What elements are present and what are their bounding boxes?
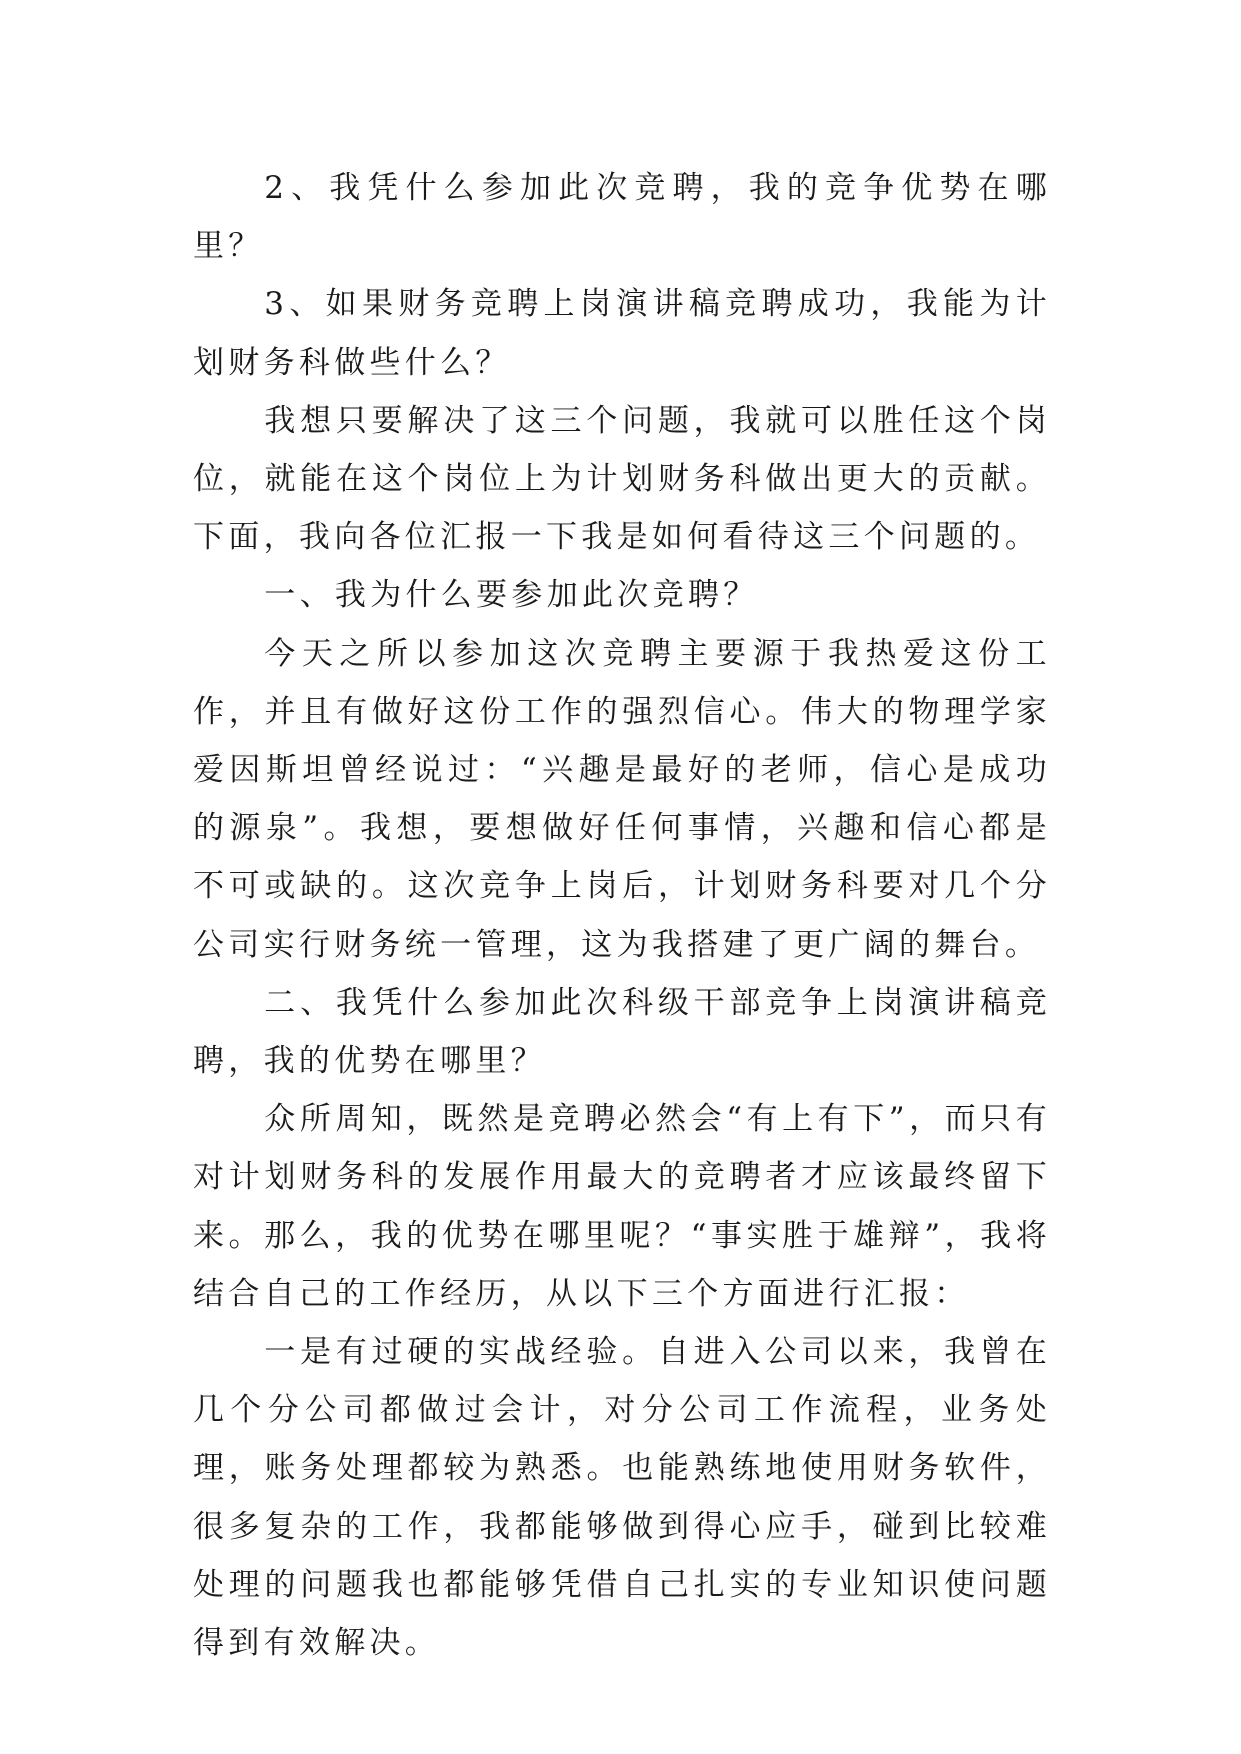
paragraph-section-1: 今天之所以参加这次竞聘主要源于我热爱这份工作，并且有做好这份工作的强烈信心。伟大的物理学家爱因斯坦曾经说过：“兴趣是最好的老师，信心是成功的源泉”。我想，要想做好任何事情，兴趣和信心都是不可或缺的。这次竞争上岗后，计划财务科要对几个分公司实行财务统一管理，这为我搭建了更广阔的舞台。 [193,635,1051,963]
paragraph-point-1: 一是有过硬的实战经验。自进入公司以来，我曾在几个分公司都做过会计，对分公司工作流程，业务处理，账务处理都较为熟悉。也能熟练地使用财务软件，很多复杂的工作，我都能够做到得心应手，碰到比较难处理的问题我也都能够凭借自己扎实的专业知识使问题得到有效解决。 [193,1334,1051,1662]
heading-section-1: 一、我为什么要参加此次竞聘？ [264,577,759,614]
heading-section-2: 二、我凭什么参加此次科级干部竞争上岗演讲稿竞聘，我的优势在哪里？ [193,984,1051,1080]
document-body [193,159,1051,1672]
paragraph-intro: 我想只要解决了这三个问题，我就可以胜任这个岗位，就能在这个岗位上为计划财务科做出更大的贡献。下面，我向各位汇报一下我是如何看待这三个问题的。 [193,402,1051,556]
paragraph-question-2: 2、我凭什么参加此次竞聘，我的竞争优势在哪里？ [193,170,1051,265]
paragraph-section-2: 众所周知，既然是竞聘必然会“有上有下”，而只有对计划财务科的发展作用最大的竞聘者才应该最终留下来。那么，我的优势在哪里呢？“事实胜于雄辩”，我将结合自己的工作经历，从以下三个方面进行汇报： [193,1101,1051,1312]
paragraph-question-3: 3、如果财务竞聘上岗演讲稿竞聘成功，我能为计划财务科做些什么？ [193,286,1051,381]
